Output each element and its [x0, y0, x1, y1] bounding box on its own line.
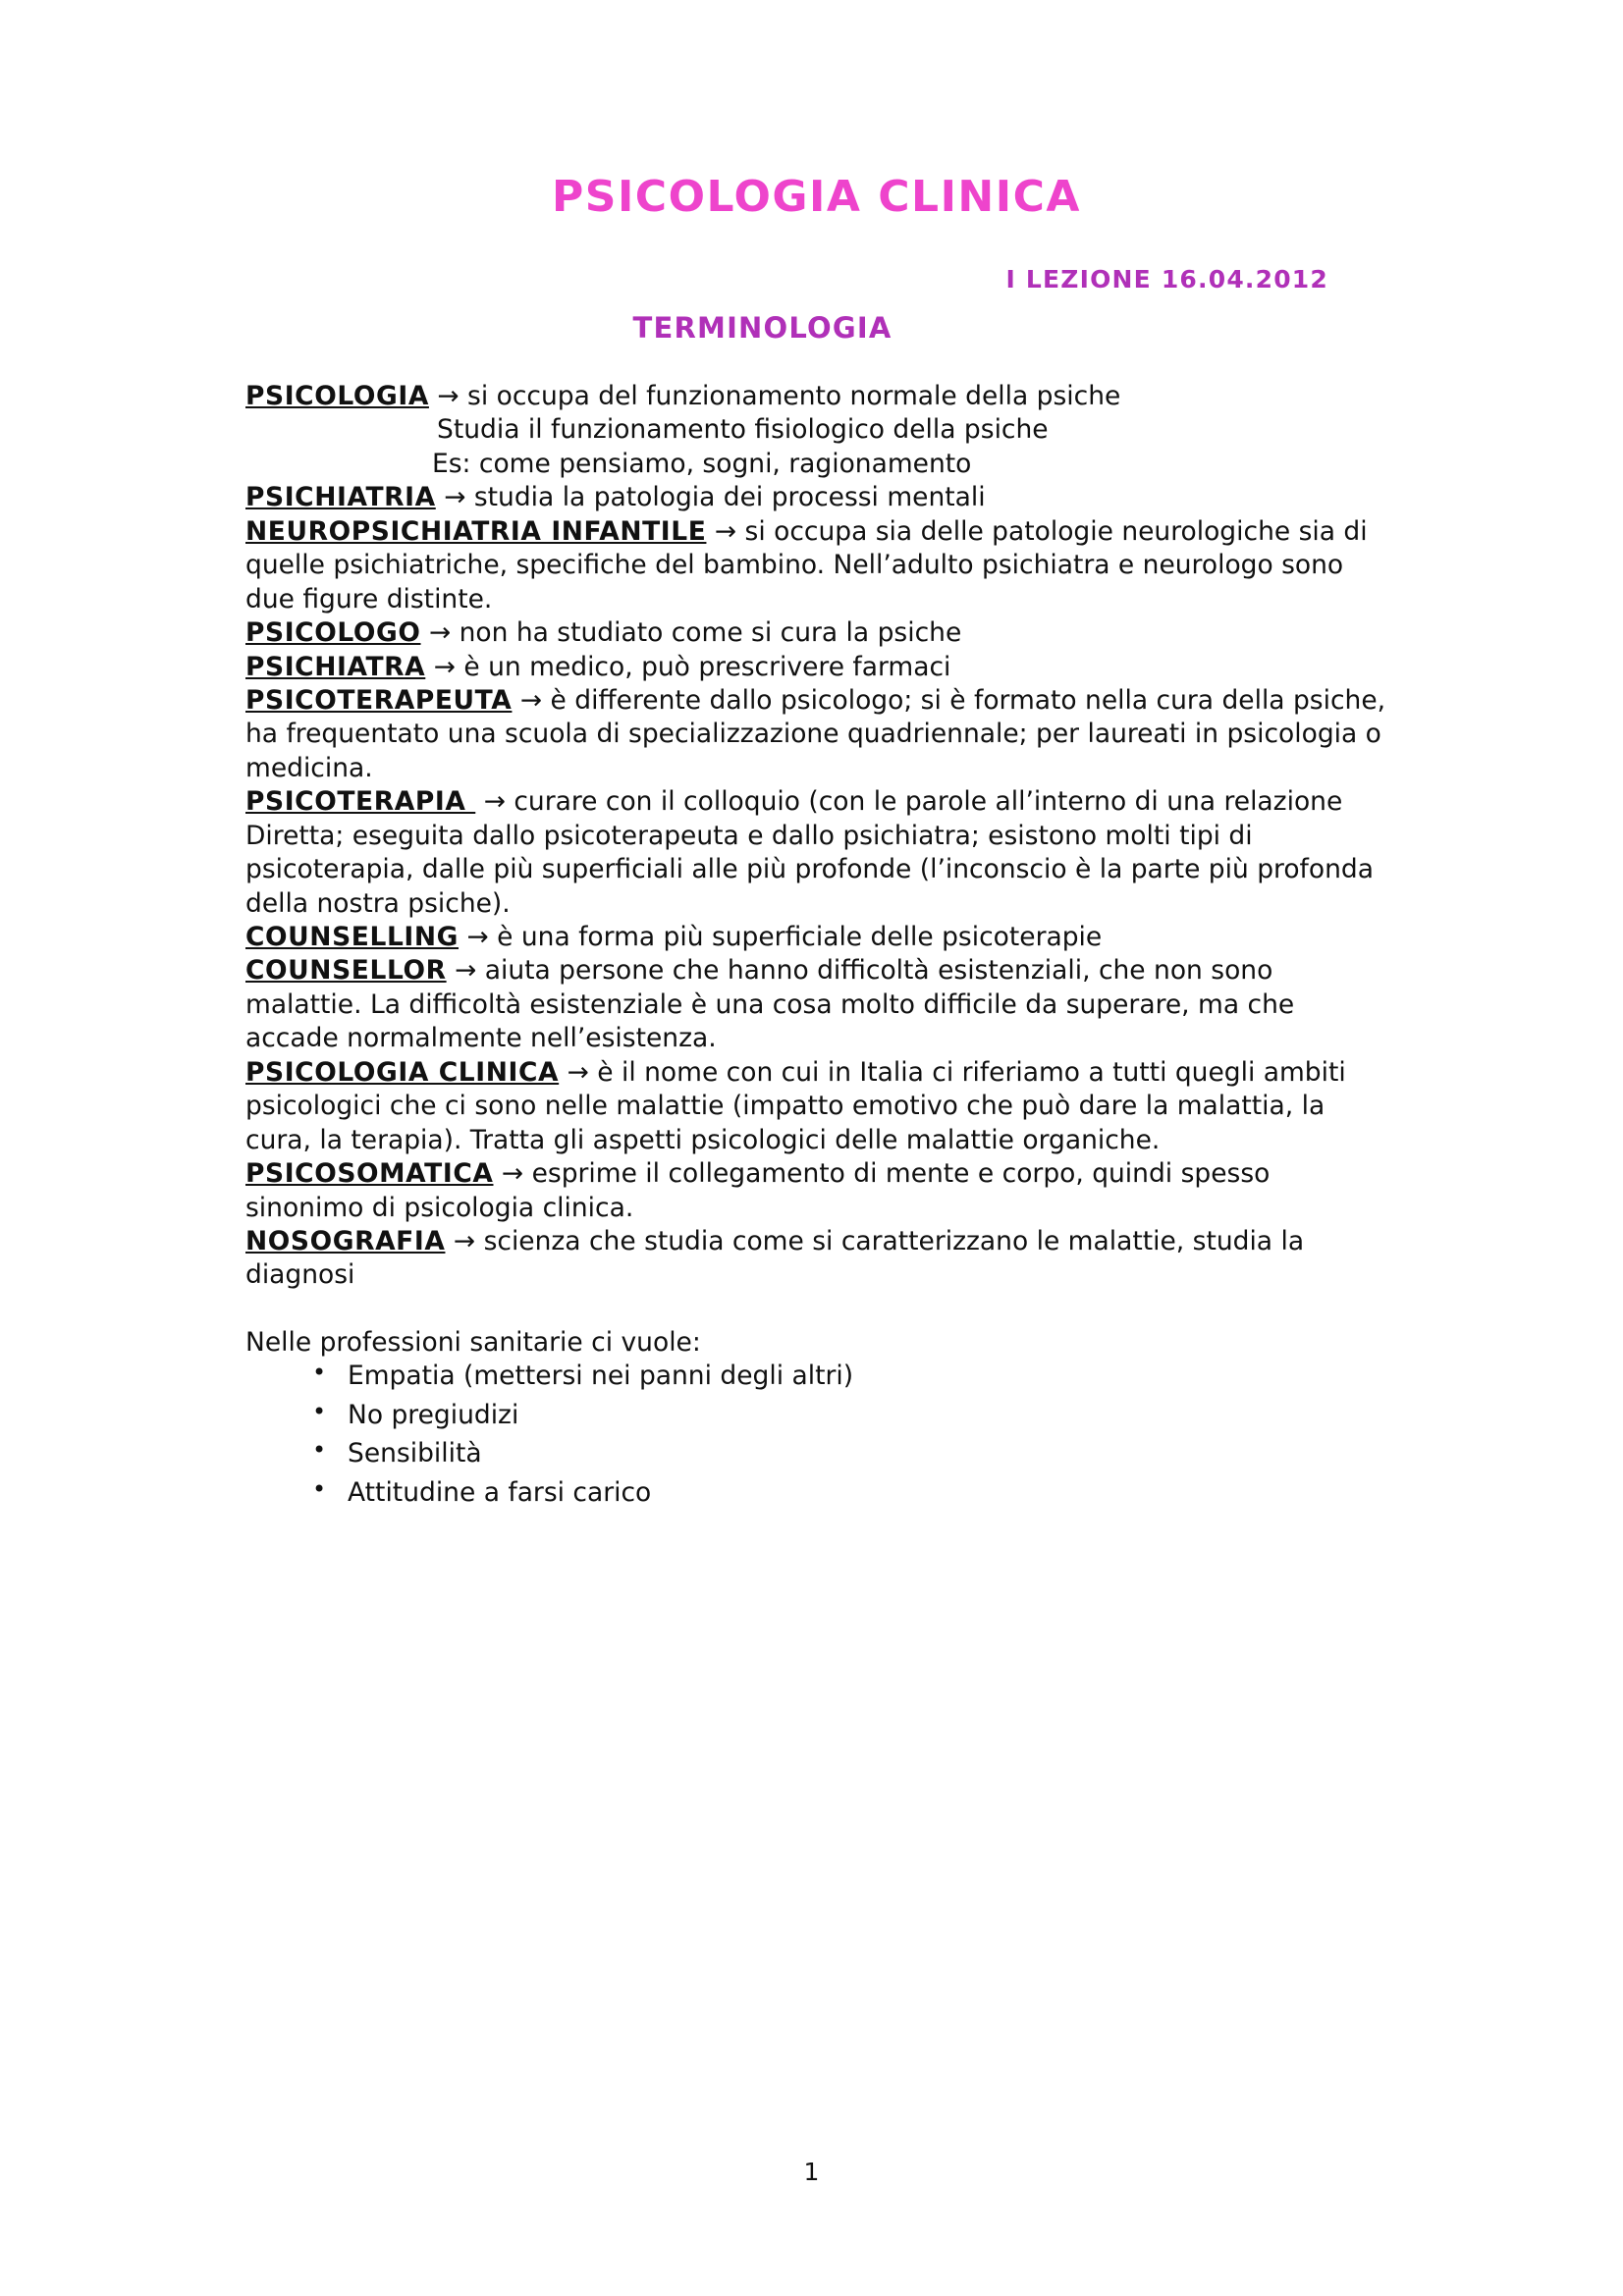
definition-entry: [245, 1056, 1387, 1157]
list-item: • No pregiudizi: [285, 1399, 1387, 1432]
definition-entry: [245, 651, 1387, 684]
page-number: 1: [803, 2158, 820, 2186]
definition-entry: [245, 380, 1387, 481]
requirements-list: [245, 1360, 1387, 1510]
arrow-icon: →: [483, 786, 506, 818]
definition-entry: [245, 481, 1387, 514]
list-intro: Nelle professioni sanitarie ci vuole:: [245, 1326, 701, 1358]
section-heading: TERMINOLOGIA: [632, 311, 893, 345]
definition-entry: [245, 515, 1387, 616]
term-label: PSICOLOGO: [245, 617, 421, 649]
term-label: COUNSELLING: [245, 922, 460, 952]
arrow-icon: →: [428, 617, 452, 649]
arrow-icon: →: [714, 515, 737, 547]
definition-extra-line: Diretta; eseguita dallo psicoterapeuta e dallo psichiatra; esistono molti tipi di psicoterapia, dalle più superficiali alle più profonde (l’inconscio è la parte più profonda della nostra psiche).: [245, 820, 1374, 919]
list-item: • Sensibilità: [285, 1437, 1387, 1470]
arrow-icon: →: [453, 1225, 476, 1256]
definition-text: scienza che studia come si caratterizzano le malattie, studia la diagnosi: [245, 1225, 1305, 1291]
arrow-icon: →: [433, 651, 456, 682]
arrow-icon: →: [444, 482, 466, 513]
definition-continuation: [245, 820, 1387, 921]
definition-extra-line: Studia il funzionamento fisiologico della psiche: [437, 414, 1049, 446]
definition-entry: [245, 1157, 1387, 1225]
definition-text: studia la patologia dei processi mentali: [473, 482, 986, 513]
list-item: • Attitudine a farsi carico: [285, 1476, 1387, 1510]
definition-text: è una forma più superficiale delle psicoterapie: [497, 922, 1103, 952]
term-label: PSICOTERAPIA: [245, 786, 476, 818]
definition-entry: [245, 616, 1387, 650]
arrow-icon: →: [519, 684, 543, 716]
page-title: PSICOLOGIA CLINICA: [552, 172, 1081, 222]
lesson-heading: I LEZIONE 16.04.2012: [1005, 265, 1328, 294]
term-label: PSICHIATRIA: [245, 482, 436, 513]
spacer: [245, 1293, 1387, 1326]
term-label: NEUROPSICHIATRIA INFANTILE: [245, 515, 707, 547]
definition-extra-line: Es: come pensiamo, sogni, ragionamento: [432, 448, 972, 479]
definition-text: è un medico, può prescrivere farmaci: [463, 651, 951, 682]
term-label: PSICHIATRA: [245, 651, 426, 682]
definition-text: è differente dallo psicologo; si è formato nella cura della psiche, ha frequentato una scuola di specializzazione quadriennale; per laureati in psicologia o medicina.: [245, 684, 1386, 783]
arrow-icon: →: [455, 955, 477, 987]
definition-entry: [245, 954, 1387, 1055]
definition-text: aiuta persone che hanno difficoltà esistenziali, che non sono malattie. La difficoltà esistenziale è una cosa molto difficile da superare, ma che accade normalmente nell’esistenza.: [245, 955, 1295, 1054]
term-label: PSICOLOGIA CLINICA: [245, 1056, 560, 1088]
definition-text: si occupa del funzionamento normale della psiche: [467, 381, 1121, 411]
definition-entry: [245, 1225, 1387, 1293]
definition-text: curare con il colloquio (con le parole all’interno di una relazione: [514, 786, 1343, 818]
arrow-icon: →: [567, 1056, 589, 1088]
document-body: [245, 380, 1387, 1510]
definition-text: non ha studiato come si cura la psiche: [459, 617, 962, 649]
term-label: PSICOSOMATICA: [245, 1158, 494, 1190]
list-item: • Empatia (mettersi nei panni degli altri): [285, 1360, 1387, 1393]
definition-text: è il nome con cui in Italia ci riferiamo a tutti quegli ambiti psicologici che ci sono nelle malattie (impatto emotivo che può dare la malattia, la cura, la terapia). Tratta gli aspetti psicologici delle malattie organiche.: [245, 1056, 1346, 1155]
definition-text: si occupa sia delle patologie neurologiche sia di quelle psichiatriche, specifiche del bambino. Nell’adulto psichiatra e neurologo sono due figure distinte.: [245, 515, 1368, 614]
term-label: COUNSELLOR: [245, 955, 447, 987]
definition-entry: [245, 684, 1387, 785]
term-label: PSICOTERAPEUTA: [245, 684, 513, 716]
definition-entry: [245, 921, 1387, 954]
arrow-icon: →: [437, 381, 460, 411]
definition-entry: [245, 785, 1387, 819]
arrow-icon: →: [466, 922, 489, 952]
arrow-icon: →: [501, 1158, 524, 1190]
term-label: NOSOGRAFIA: [245, 1225, 446, 1256]
term-label: PSICOLOGIA: [245, 381, 429, 411]
definition-text: esprime il collegamento di mente e corpo, quindi spesso sinonimo di psicologia clinica.: [245, 1158, 1271, 1223]
